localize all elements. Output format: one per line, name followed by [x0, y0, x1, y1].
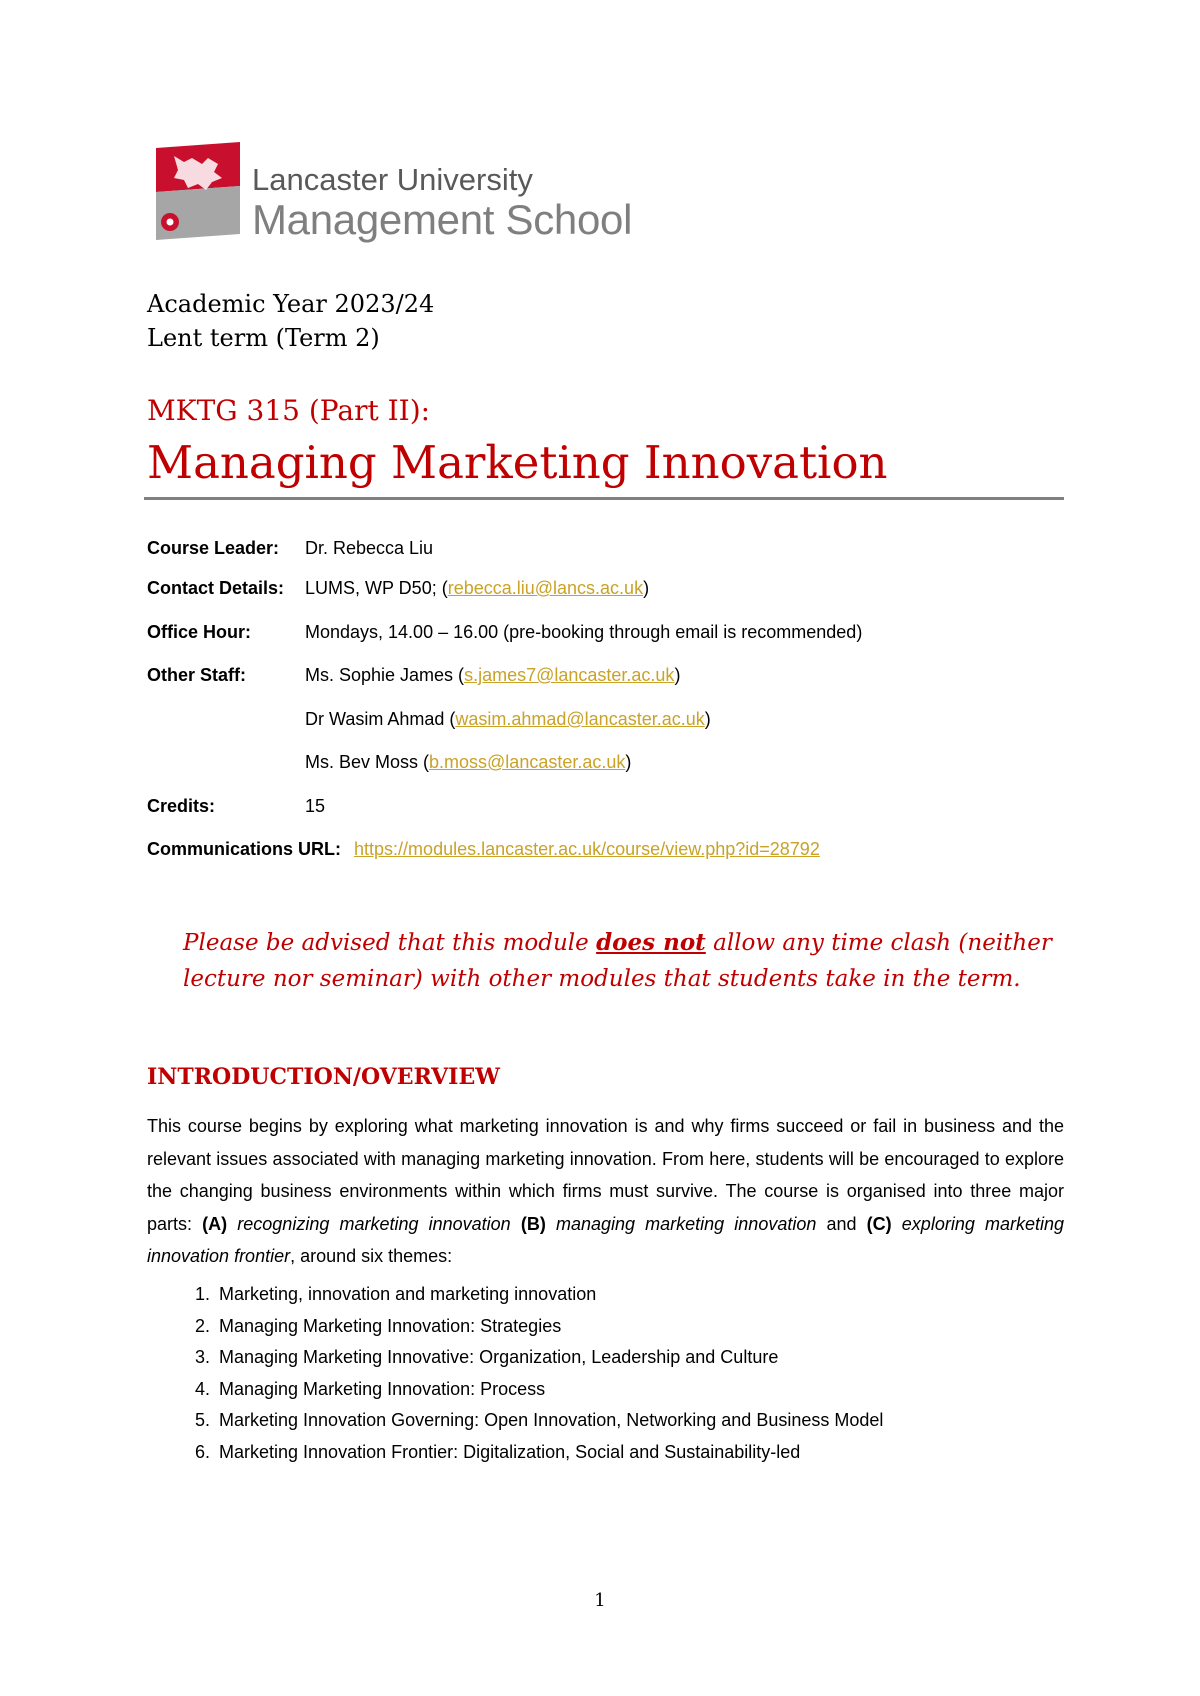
contact-value [305, 576, 649, 600]
list-item [147, 1342, 883, 1374]
other-staff-row-3 [147, 750, 632, 774]
list-text: Marketing Innovation Frontier: Digitalization, Social and Sustainability-led [219, 1441, 801, 1462]
part-b-label: (B) [510, 1213, 556, 1234]
list-text: Marketing, innovation and marketing innovation [219, 1284, 597, 1304]
communications-row [147, 837, 820, 861]
contact-email-link[interactable]: rebecca.liu@lancs.ac.uk [447, 578, 644, 598]
credits-value: 15 [305, 796, 326, 816]
office-hour-label: Office Hour: [147, 622, 252, 642]
university-logo [150, 140, 633, 250]
notice-text-1: Please be advised that this module [183, 930, 597, 956]
course-leader-row [147, 536, 434, 560]
list-number: 3. [194, 1347, 210, 1367]
list-item [147, 1405, 883, 1437]
list-item [147, 1311, 883, 1343]
staff-name: Dr Wasim Ahmad ( [305, 709, 456, 729]
communications-url-link[interactable]: https://modules.lancaster.ac.uk/course/view.php?id=28792 [354, 839, 820, 859]
intro-text: This course begins by exploring what marketing innovation is and why firms succeed or fail in business and the relevant issues associated with managing marketing innovation. From here, students will be encouraged to explore the changing business environments within which firms must survive. The course is organised into three major parts: [147, 1116, 1064, 1234]
credits-label: Credits: [147, 796, 216, 816]
list-number: 4. [194, 1378, 210, 1399]
themes-list [147, 1279, 883, 1468]
section-heading: INTRODUCTION/OVERVIEW [147, 1064, 500, 1090]
lancaster-crest-icon [150, 142, 246, 242]
staff-email-link[interactable]: wasim.ahmad@lancaster.ac.uk [455, 709, 705, 729]
module-code: MKTG 315 (Part II): [147, 394, 431, 427]
list-text: Managing Marketing Innovation: Process [219, 1378, 546, 1399]
staff-email-link[interactable]: s.james7@lancaster.ac.uk [464, 665, 675, 685]
credits-row [147, 794, 326, 818]
notice-emphasis: does not [596, 929, 706, 956]
intro-end: , around six themes: [290, 1246, 453, 1266]
part-b-text: managing marketing innovation [555, 1213, 817, 1234]
logo-line-2: Management School [252, 196, 633, 243]
staff-entry [305, 663, 680, 687]
academic-period [147, 287, 434, 355]
title-divider [144, 497, 1064, 500]
list-text: Managing Marketing Innovative: Organization, Leadership and Culture [219, 1347, 779, 1367]
office-hour-value: Mondays, 14.00 – 16.00 (pre-booking through email is recommended) [305, 622, 863, 642]
staff-entry [305, 707, 711, 731]
staff-close: ) [704, 709, 711, 729]
part-c-label: (C) [866, 1213, 902, 1234]
list-item [147, 1279, 883, 1311]
intro-paragraph [147, 1110, 1064, 1273]
list-number: 1. [194, 1284, 210, 1304]
list-number: 2. [194, 1315, 210, 1336]
other-staff-row [147, 663, 681, 687]
course-leader-label: Course Leader: [147, 538, 280, 558]
contact-location: LUMS, WP D50; ( [305, 578, 448, 598]
academic-year: Academic Year 2023/24 [147, 290, 435, 318]
communications-label: Communications URL: [147, 839, 342, 859]
staff-email-link[interactable]: b.moss@lancaster.ac.uk [429, 752, 626, 772]
time-clash-notice [183, 925, 1063, 997]
course-leader-value: Dr. Rebecca Liu [305, 538, 434, 558]
part-a-text: recognizing marketing innovation [237, 1213, 511, 1234]
notice-text-2: allow any time clash (neither lecture nor seminar) with other modules that students take in the term. [183, 930, 1052, 992]
staff-close: ) [625, 752, 632, 772]
part-c-text: exploring marketing innovation frontier [147, 1213, 1065, 1266]
staff-close: ) [674, 665, 681, 685]
logo-line-1: Lancaster University [252, 162, 533, 197]
term: Lent term (Term 2) [147, 324, 380, 352]
contact-close: ) [643, 578, 650, 598]
other-staff-label: Other Staff: [147, 665, 246, 685]
part-c-conjunction: and [816, 1213, 867, 1234]
list-text: Managing Marketing Innovation: Strategies [219, 1315, 562, 1336]
list-number: 5. [194, 1410, 210, 1430]
module-title: Managing Marketing Innovation [147, 436, 888, 489]
list-item [147, 1437, 883, 1469]
staff-name: Ms. Sophie James ( [305, 665, 465, 685]
list-number: 6. [194, 1441, 210, 1462]
page-number: 1 [594, 1590, 606, 1611]
list-text: Marketing Innovation Governing: Open Innovation, Networking and Business Model [219, 1410, 884, 1430]
staff-name: Ms. Bev Moss ( [305, 752, 430, 772]
contact-label: Contact Details: [147, 578, 285, 598]
part-a-label: (A) [202, 1213, 238, 1234]
contact-row [147, 576, 650, 600]
list-item [147, 1374, 883, 1406]
staff-entry [305, 750, 631, 774]
office-hour-row [147, 620, 863, 644]
other-staff-row-2 [147, 707, 711, 731]
